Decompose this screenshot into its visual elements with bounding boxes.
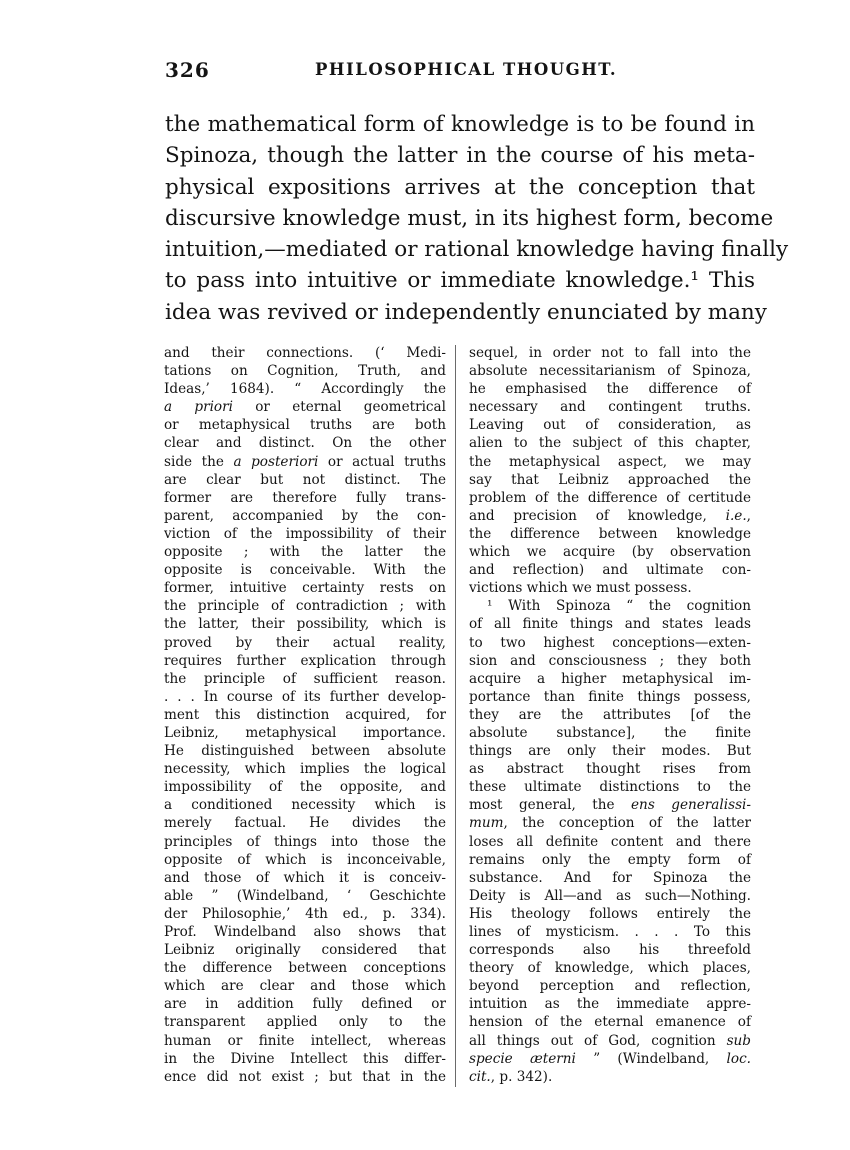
footnote-line: opposite of which is inconceivable, bbox=[164, 851, 446, 868]
footnote-line: He distinguished between absolute bbox=[164, 743, 446, 760]
footnote-line: hension of the eternal emanence of bbox=[469, 1014, 751, 1031]
footnote-line: clear and distinct. On the other bbox=[164, 435, 446, 452]
footnote-line: viction of the impossibility of their bbox=[164, 525, 446, 542]
footnote-line: alien to the subject of this chapter, bbox=[469, 435, 751, 452]
footnote-line: or metaphysical truths are both bbox=[164, 417, 446, 434]
footnote-line: parent, accompanied by the con- bbox=[164, 507, 446, 524]
footnote-line: he emphasised the difference of bbox=[469, 381, 751, 398]
footnote-line: they are the attributes [of the bbox=[469, 706, 751, 723]
footnote-line: former are therefore fully trans- bbox=[164, 489, 446, 506]
footnote-line: which we acquire (by observation bbox=[469, 544, 751, 561]
footnote-line: cit., p. 342). bbox=[469, 1068, 553, 1085]
footnote-line: and their connections. (‘ Medi- bbox=[164, 345, 446, 361]
footnote-line: the latter, their possibility, which is bbox=[164, 616, 446, 633]
footnote-line: ence did not exist ; but that in the bbox=[164, 1068, 446, 1085]
footnote-line: ¹ With Spinoza “ the cognition bbox=[487, 598, 751, 615]
footnote-line: which are clear and those which bbox=[164, 978, 446, 995]
footnote-line: proved by their actual reality, bbox=[164, 634, 446, 651]
footnote-line: human or finite intellect, whereas bbox=[164, 1032, 446, 1049]
footnote-line: ment this distinction acquired, for bbox=[164, 706, 446, 723]
footnote-line: and those of which it is conceiv- bbox=[164, 869, 446, 886]
main-body-text bbox=[165, 109, 789, 328]
footnote-line: most general, the ens generalissi- bbox=[469, 797, 751, 814]
footnote-line: a conditioned necessity which is bbox=[164, 797, 446, 814]
footnote-line: the principle of sufficient reason. bbox=[164, 670, 446, 687]
body-text-line: Spinoza, though the latter in the course of his meta- bbox=[165, 143, 755, 169]
footnote-line: principles of things into those the bbox=[164, 833, 446, 850]
column-divider bbox=[455, 345, 456, 1087]
footnote-line: Leibniz originally considered that bbox=[164, 942, 446, 959]
body-text-line: to pass into intuitive or immediate knowledge.¹ This bbox=[165, 268, 755, 294]
body-text-line: idea was revived or independently enunciated by many bbox=[165, 299, 767, 325]
footnote-line: intuition as the immediate appre- bbox=[469, 996, 751, 1013]
footnote-line: lines of mysticism. . . . To this bbox=[469, 924, 751, 940]
footnote-line: tations on Cognition, Truth, and bbox=[164, 363, 446, 380]
body-text-line: the mathematical form of knowledge is to be found in bbox=[165, 112, 755, 137]
footnote-line: are clear but not distinct. The bbox=[164, 471, 446, 488]
footnote-line: side the a posteriori or actual truths bbox=[164, 453, 446, 470]
footnote-line: as abstract thought rises from bbox=[469, 761, 751, 778]
footnote-line: former, intuitive certainty rests on bbox=[164, 580, 446, 597]
footnote-line: in the Divine Intellect this differ- bbox=[164, 1050, 446, 1067]
footnote-line: beyond perception and reflection, bbox=[469, 978, 751, 995]
footnote-line: these ultimate distinctions to the bbox=[469, 779, 751, 796]
footnote-line: His theology follows entirely the bbox=[469, 905, 751, 922]
footnote-line: and precision of knowledge, i.e., bbox=[469, 507, 751, 524]
footnote-line: absolute substance], the finite bbox=[469, 724, 751, 741]
footnote-line: say that Leibniz approached the bbox=[469, 471, 751, 488]
footnote-line: Deity is All—and as such—Nothing. bbox=[469, 887, 751, 904]
footnote-line: Ideas,’ 1684). “ Accordingly the bbox=[164, 381, 446, 398]
footnote-line: corresponds also his threefold bbox=[469, 942, 751, 959]
footnote-line: Leibniz, metaphysical importance. bbox=[164, 724, 446, 741]
footnote-line: Leaving out of consideration, as bbox=[469, 417, 751, 434]
footnote-line: impossibility of the opposite, and bbox=[164, 779, 446, 796]
footnote-line: are in addition fully defined or bbox=[164, 996, 446, 1013]
body-text-line: intuition,—mediated or rational knowledge having finally bbox=[165, 237, 789, 263]
footnote-line: necessary and contingent truths. bbox=[469, 399, 751, 416]
footnote-line: of all finite things and states leads bbox=[469, 616, 751, 633]
body-text-line: discursive knowledge must, in its highest form, become bbox=[165, 205, 774, 231]
footnote-line: victions which we must possess. bbox=[469, 580, 692, 597]
footnote-line: theory of knowledge, which places, bbox=[469, 960, 751, 977]
footnote-column-right bbox=[469, 344, 751, 1086]
footnote-line: merely factual. He divides the bbox=[164, 815, 446, 832]
footnote-line: a priori or eternal geometrical bbox=[164, 399, 446, 416]
footnote-line: the difference between conceptions bbox=[164, 960, 446, 977]
footnote-line: the metaphysical aspect, we may bbox=[469, 453, 751, 470]
footnote-line: things are only their modes. But bbox=[469, 743, 751, 760]
footnote-line: . . . In course of its further develop- bbox=[164, 688, 446, 705]
footnote-line: transparent applied only to the bbox=[164, 1014, 446, 1031]
footnote-line: sequel, in order not to fall into the bbox=[469, 345, 751, 361]
footnote-line: opposite is conceivable. With the bbox=[164, 562, 446, 579]
page-header bbox=[165, 58, 755, 88]
footnote-line: sion and consciousness ; they both bbox=[469, 652, 751, 669]
footnote-line: the difference between knowledge bbox=[469, 525, 751, 542]
footnote-line: substance. And for Spinoza the bbox=[469, 869, 751, 886]
footnote-line: opposite ; with the latter the bbox=[164, 544, 446, 561]
footnote-line: able ” (Windelband, ‘ Geschichte bbox=[164, 887, 446, 904]
footnote-line: absolute necessitarianism of Spinoza, bbox=[469, 363, 751, 380]
footnote-line: portance than finite things possess, bbox=[469, 688, 751, 705]
footnote-line: der Philosophie,’ 4th ed., p. 334). bbox=[164, 905, 446, 922]
footnote-line: remains only the empty form of bbox=[469, 851, 751, 868]
footnote-line: necessity, which implies the logical bbox=[164, 761, 446, 778]
footnote-line: specie æterni ” (Windelband, loc. bbox=[469, 1050, 751, 1067]
running-head: PHILOSOPHICAL THOUGHT. bbox=[315, 60, 618, 79]
footnote-line: problem of the difference of certitude bbox=[469, 489, 751, 506]
footnote-line: mum, the conception of the latter bbox=[469, 815, 751, 832]
footnote-line: requires further explication through bbox=[164, 652, 446, 669]
footnote-line: Prof. Windelband also shows that bbox=[164, 924, 446, 940]
footnote-line: and reflection) and ultimate con- bbox=[469, 562, 751, 579]
footnote-line: loses all definite content and there bbox=[469, 833, 751, 850]
footnote-line: the principle of contradiction ; with bbox=[164, 598, 446, 615]
body-text-line: physical expositions arrives at the conception that bbox=[165, 174, 755, 200]
footnote-column-left bbox=[164, 344, 446, 1086]
footnote-line: to two highest conceptions—exten- bbox=[469, 634, 751, 651]
page-number: 326 bbox=[165, 58, 210, 82]
footnote-line: all things out of God, cognition sub bbox=[469, 1032, 751, 1049]
footnote-line: acquire a higher metaphysical im- bbox=[469, 670, 751, 687]
